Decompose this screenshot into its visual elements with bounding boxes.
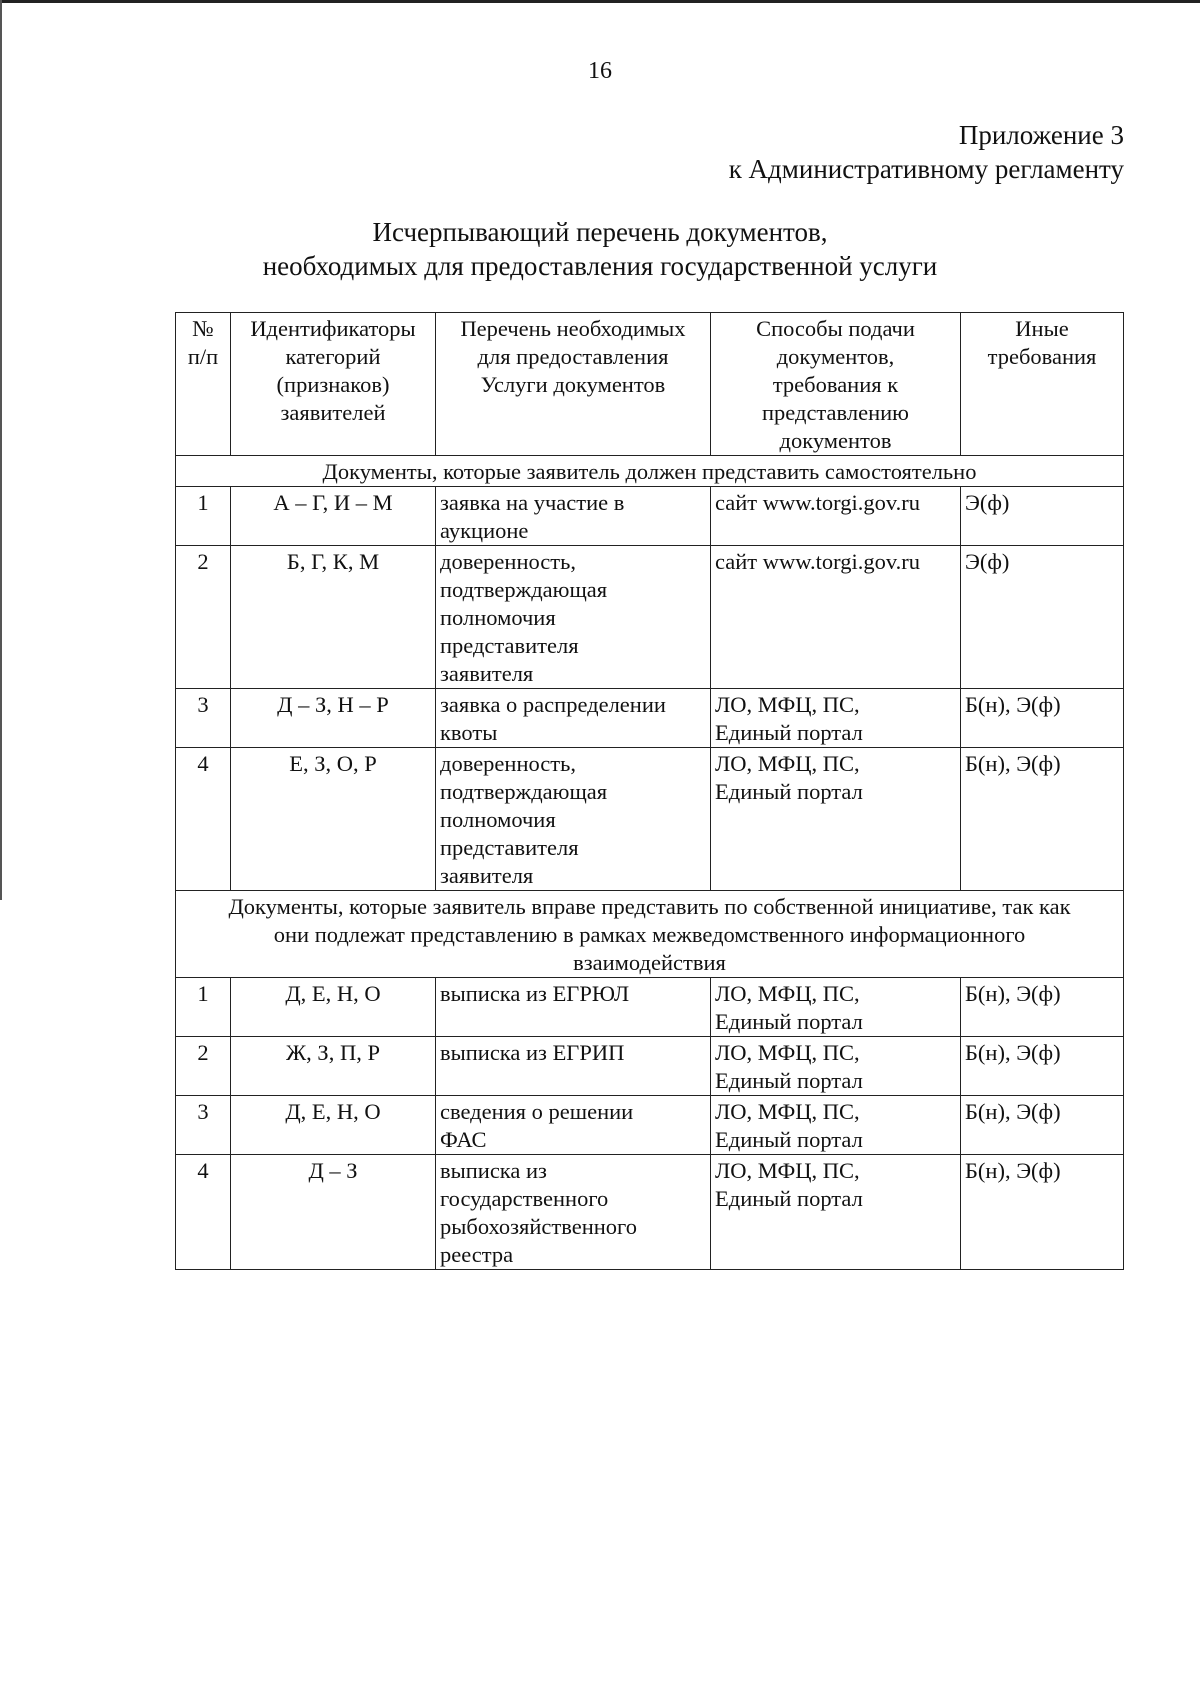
header-line: Способы подачи [756, 316, 915, 341]
table-row [176, 1037, 1124, 1096]
table-row [176, 1096, 1124, 1155]
submission-method-line: ЛО, МФЦ, ПС, [715, 1099, 860, 1124]
document-name [436, 1096, 711, 1155]
header-line: (признаков) [276, 372, 390, 397]
other-requirements: Э(ф) [961, 487, 1124, 546]
other-requirements: Б(н), Э(ф) [961, 689, 1124, 748]
header-num [176, 313, 231, 456]
submission-method-line: Единый портал [715, 720, 863, 745]
other-requirements: Б(н), Э(ф) [961, 1155, 1124, 1270]
other-requirements: Э(ф) [961, 546, 1124, 689]
category-identifiers: Д, Е, Н, О [231, 978, 436, 1037]
document-name-line: подтверждающая [440, 577, 608, 602]
appendix-line-2: к Административному регламенту [728, 154, 1124, 184]
document-name-line: доверенность, [440, 751, 577, 776]
scan-edge-left [0, 0, 2, 900]
submission-method-line: ЛО, МФЦ, ПС, [715, 1040, 860, 1065]
submission-method-line: Единый портал [715, 1068, 863, 1093]
header-line: заявителей [280, 400, 386, 425]
header-line: № [192, 316, 214, 341]
submission-method-line: сайт www.torgi.gov.ru [715, 549, 921, 574]
header-line: категорий [285, 344, 381, 369]
row-number: 3 [176, 1096, 231, 1155]
document-name-line: сведения о решении [440, 1099, 634, 1124]
submission-method-line: ЛО, МФЦ, ПС, [715, 692, 860, 717]
submission-method-line: Единый портал [715, 1186, 863, 1211]
category-identifiers: А – Г, И – М [231, 487, 436, 546]
table-header [176, 313, 1124, 456]
header-line: требования [987, 344, 1097, 369]
category-identifiers: Е, З, О, Р [231, 748, 436, 891]
page-number: 16 [588, 58, 612, 84]
document-name-line: доверенность, [440, 549, 577, 574]
row-number: 1 [176, 487, 231, 546]
header-line: п/п [187, 344, 219, 369]
submission-methods [711, 689, 961, 748]
row-number: 2 [176, 1037, 231, 1096]
document-name [436, 487, 711, 546]
other-requirements: Б(н), Э(ф) [961, 978, 1124, 1037]
section-title-line: они подлежат представлению в рамках межведомственного информационного [273, 922, 1026, 947]
submission-method-line: ЛО, МФЦ, ПС, [715, 981, 860, 1006]
header-documents [436, 313, 711, 456]
header-line: документов [779, 428, 892, 453]
section-title-line: взаимодействия [573, 950, 726, 975]
category-identifiers: Ж, З, П, Р [231, 1037, 436, 1096]
header-line: Перечень необходимых [460, 316, 686, 341]
section-title [176, 456, 1124, 487]
document-name [436, 1037, 711, 1096]
header-line: представлению [762, 400, 909, 425]
header-line: требования к [772, 372, 899, 397]
row-number: 4 [176, 748, 231, 891]
submission-methods [711, 1096, 961, 1155]
document-name-line: аукционе [440, 518, 529, 543]
submission-method-line: ЛО, МФЦ, ПС, [715, 1158, 860, 1183]
appendix-line-1: Приложение 3 [958, 120, 1124, 150]
header-methods [711, 313, 961, 456]
document-name [436, 689, 711, 748]
document-name-line: представителя [440, 633, 579, 658]
document-title [0, 215, 1200, 283]
submission-methods [711, 1155, 961, 1270]
section-row [176, 891, 1124, 978]
section-row [176, 456, 1124, 487]
document-name [436, 546, 711, 689]
table-row [176, 978, 1124, 1037]
submission-method-line: Единый портал [715, 1127, 863, 1152]
document-name-line: рыбохозяйственного [440, 1214, 637, 1239]
document-name-line: квоты [440, 720, 498, 745]
other-requirements: Б(н), Э(ф) [961, 1037, 1124, 1096]
table-body [176, 456, 1124, 1270]
document-name-line: реестра [440, 1242, 514, 1267]
header-line: Идентификаторы [250, 316, 416, 341]
category-identifiers: Б, Г, К, М [231, 546, 436, 689]
document-name [436, 978, 711, 1037]
submission-methods [711, 748, 961, 891]
document-name-line: подтверждающая [440, 779, 608, 804]
submission-method-line: ЛО, МФЦ, ПС, [715, 751, 860, 776]
header-requirements [961, 313, 1124, 456]
section-title-line: Документы, которые заявитель вправе представить по собственной инициативе, так как [228, 894, 1071, 919]
document-name-line: заявителя [440, 863, 534, 888]
other-requirements: Б(н), Э(ф) [961, 1096, 1124, 1155]
submission-method-line: Единый портал [715, 1009, 863, 1034]
submission-method-line: сайт www.torgi.gov.ru [715, 490, 921, 515]
table-row [176, 487, 1124, 546]
documents-table [175, 312, 1124, 1270]
header-categories [231, 313, 436, 456]
document-name-line: заявка о распределении [440, 692, 666, 717]
submission-method-line: Единый портал [715, 779, 863, 804]
document-name [436, 1155, 711, 1270]
submission-methods [711, 487, 961, 546]
section-title [176, 891, 1124, 978]
category-identifiers: Д – З [231, 1155, 436, 1270]
document-name-line: ФАС [440, 1127, 487, 1152]
category-identifiers: Д, Е, Н, О [231, 1096, 436, 1155]
other-requirements: Б(н), Э(ф) [961, 748, 1124, 891]
table-row [176, 1155, 1124, 1270]
scan-edge-top [0, 0, 1200, 3]
row-number: 4 [176, 1155, 231, 1270]
category-identifiers: Д – З, Н – Р [231, 689, 436, 748]
table-row [176, 689, 1124, 748]
title-line-1: Исчерпывающий перечень документов, [372, 217, 828, 247]
row-number: 3 [176, 689, 231, 748]
document-name [436, 748, 711, 891]
header-row [176, 313, 1124, 456]
document-name-line: выписка из ЕГРИП [440, 1040, 625, 1065]
header-line: документов, [776, 344, 895, 369]
header-line: Иные [1015, 316, 1069, 341]
row-number: 2 [176, 546, 231, 689]
submission-methods [711, 978, 961, 1037]
document-name-line: выписка из [440, 1158, 547, 1183]
document-name-line: полномочия [440, 605, 556, 630]
document-name-line: государственного [440, 1186, 609, 1211]
document-name-line: выписка из ЕГРЮЛ [440, 981, 630, 1006]
header-line: Услуги документов [480, 372, 666, 397]
section-title-line: Документы, которые заявитель должен представить самостоятельно [322, 459, 977, 484]
appendix-note [729, 118, 1124, 186]
document-name-line: представителя [440, 835, 579, 860]
table-row [176, 748, 1124, 891]
submission-methods [711, 546, 961, 689]
document-name-line: заявителя [440, 661, 534, 686]
document-name-line: полномочия [440, 807, 556, 832]
document-name-line: заявка на участие в [440, 490, 625, 515]
row-number: 1 [176, 978, 231, 1037]
header-line: для предоставления [477, 344, 669, 369]
title-line-2: необходимых для предоставления государственной услуги [262, 251, 938, 281]
table-row [176, 546, 1124, 689]
submission-methods [711, 1037, 961, 1096]
